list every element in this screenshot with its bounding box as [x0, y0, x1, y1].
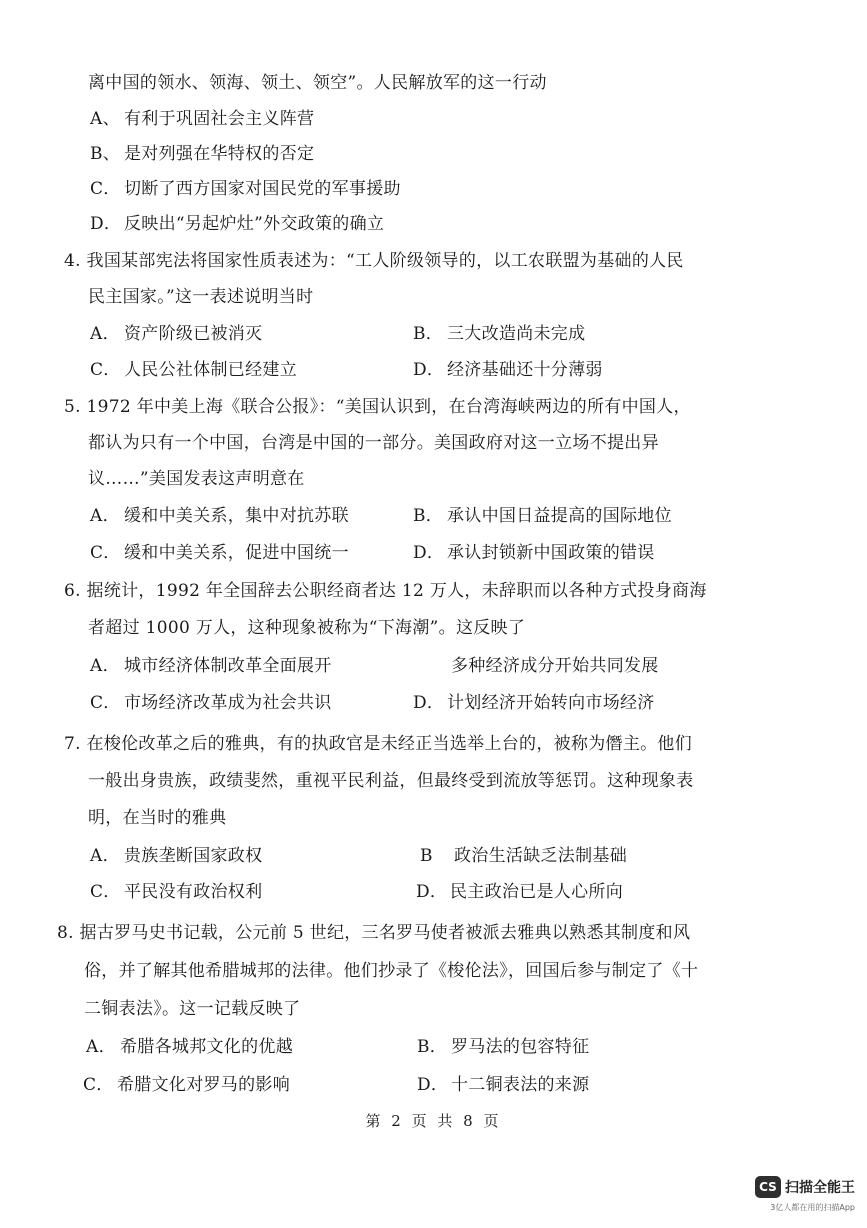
q3-option-c[interactable] [90, 178, 401, 200]
q8-option-b[interactable] [417, 1036, 589, 1058]
q5-option-c[interactable] [90, 542, 349, 564]
option-letter: C． [90, 360, 121, 380]
q7-stem-line-3: 明，在当时的雅典 [88, 808, 227, 828]
option-letter: B． [417, 1037, 448, 1057]
option-letter: A． [86, 1037, 116, 1057]
q4-option-b[interactable] [413, 323, 585, 345]
option-text: 人民公社体制已经建立 [124, 360, 297, 380]
q6-option-d[interactable] [413, 692, 655, 714]
option-letter: D． [90, 214, 122, 234]
option-text: 是对列强在华特权的否定 [124, 144, 315, 164]
option-letter: A． [90, 506, 120, 526]
q5-option-d[interactable] [413, 542, 655, 564]
option-text: 平民没有政治权利 [124, 882, 263, 902]
q5-stem-line-1: 5. 1972 年中美上海《联合公报》：“美国认识到，在台湾海峡两边的所有中国人， [64, 397, 691, 417]
watermark-title: 扫描全能王 [785, 1180, 855, 1196]
option-letter: C． [90, 882, 121, 902]
option-letter: A． [90, 846, 120, 866]
option-text: 反映出“另起炉灶”外交政策的确立 [124, 214, 385, 234]
q7-stem-line-2: 一般出身贵族，政绩斐然，重视平民利益，但最终受到流放等惩罚。这种现象表 [88, 771, 694, 791]
q7-stem-line-1: 7. 在梭伦改革之后的雅典，有的执政官是未经正当选举上台的，被称为僭主。他们 [64, 734, 693, 754]
q8-option-c[interactable] [83, 1074, 290, 1096]
q3-option-b[interactable] [90, 143, 314, 165]
q8-option-d[interactable] [417, 1074, 589, 1096]
option-text: 贵族垄断国家政权 [124, 846, 263, 866]
option-letter: D． [413, 360, 445, 380]
option-letter: A、 [90, 109, 120, 129]
q5-stem-line-3: 议……”美国发表这声明意在 [88, 469, 305, 489]
watermark-subtitle: 3亿人都在用的扫描App [770, 1203, 855, 1212]
q5-option-b[interactable] [413, 505, 672, 527]
option-text: 缓和中美关系，集中对抗苏联 [124, 506, 349, 526]
camscanner-logo-icon: CS [755, 1176, 781, 1198]
option-text: 资产阶级已被消灭 [124, 324, 263, 344]
option-letter: B． [413, 324, 444, 344]
q4-stem-line-2: 民主国家。”这一表述说明当时 [88, 287, 314, 307]
q3-option-d[interactable] [90, 213, 384, 235]
q3-stem-tail: 离中国的领水、领海、领土、领空”。人民解放军的这一行动 [88, 73, 547, 93]
option-letter: D． [413, 693, 445, 713]
q4-option-d[interactable] [413, 359, 603, 381]
option-letter: B、 [90, 144, 121, 164]
q7-option-c[interactable] [90, 881, 262, 903]
option-text: 有利于巩固社会主义阵营 [124, 109, 315, 129]
q8-stem-line-3: 二铜表法》。这一记载反映了 [84, 999, 301, 1019]
option-letter: C． [90, 693, 121, 713]
q4-option-c[interactable] [90, 359, 297, 381]
q7-option-d[interactable] [416, 881, 623, 903]
option-letter: C． [83, 1075, 114, 1095]
q4-option-a[interactable] [90, 323, 262, 345]
q8-stem-line-2: 俗，并了解其他希腊城邦的法律。他们抄录了《梭伦法》，回国后参与制定了《十 [84, 961, 699, 981]
option-letter: D． [417, 1075, 449, 1095]
q7-option-a[interactable] [90, 845, 262, 867]
q8-stem-line-1: 8. 据古罗马史书记载，公元前 5 世纪，三名罗马使者被派去雅典以熟悉其制度和风 [57, 923, 691, 943]
option-text: 承认封锁新中国政策的错误 [447, 543, 655, 563]
option-text: 经济基础还十分薄弱 [447, 360, 603, 380]
page-number: 第 2 页 共 8 页 [365, 1112, 502, 1130]
q3-option-a[interactable] [90, 108, 314, 130]
option-text: 市场经济改革成为社会共识 [124, 693, 332, 713]
option-letter: D． [413, 543, 445, 563]
option-letter: C． [90, 179, 121, 199]
option-letter: A． [90, 324, 120, 344]
q6-option-b[interactable] [451, 655, 659, 677]
q5-stem-line-2: 都认为只有一个中国，台湾是中国的一部分。美国政府对这一立场不提出异 [88, 433, 659, 453]
option-text: 三大改造尚未完成 [447, 324, 586, 344]
option-text: 多种经济成分开始共同发展 [451, 656, 659, 676]
option-text: 切断了西方国家对国民党的军事援助 [124, 179, 401, 199]
option-text: 罗马法的包容特征 [451, 1037, 590, 1057]
option-text: 承认中国日益提高的国际地位 [447, 506, 672, 526]
q7-option-b[interactable] [420, 845, 627, 867]
option-text: 民主政治已是人心所向 [450, 882, 623, 902]
q4-stem-line-1: 4. 我国某部宪法将国家性质表述为：“工人阶级领导的，以工农联盟为基础的人民 [64, 251, 684, 271]
q6-stem-line-2: 者超过 1000 万人，这种现象被称为“下海潮”。这反映了 [88, 618, 526, 638]
option-letter: B [420, 846, 433, 866]
q6-stem-line-1: 6. 据统计，1992 年全国辞去公职经商者达 12 万人，未辞职而以各种方式投身商海 [64, 581, 707, 601]
q5-option-a[interactable] [90, 505, 349, 527]
option-text: 希腊各城邦文化的优越 [120, 1037, 293, 1057]
option-letter: B． [413, 506, 444, 526]
option-text: 政治生活缺乏法制基础 [454, 846, 627, 866]
q6-option-a[interactable] [90, 655, 332, 677]
q6-option-c[interactable] [90, 692, 332, 714]
option-letter: D． [416, 882, 448, 902]
option-text: 缓和中美关系，促进中国统一 [124, 543, 349, 563]
option-letter: C． [90, 543, 121, 563]
option-text: 计划经济开始转向市场经济 [447, 693, 655, 713]
q8-option-a[interactable] [86, 1036, 293, 1058]
scanner-watermark [755, 1176, 855, 1213]
option-text: 城市经济体制改革全面展开 [124, 656, 332, 676]
option-letter: A． [90, 656, 120, 676]
option-text: 希腊文化对罗马的影响 [117, 1075, 290, 1095]
option-text: 十二铜表法的来源 [451, 1075, 590, 1095]
